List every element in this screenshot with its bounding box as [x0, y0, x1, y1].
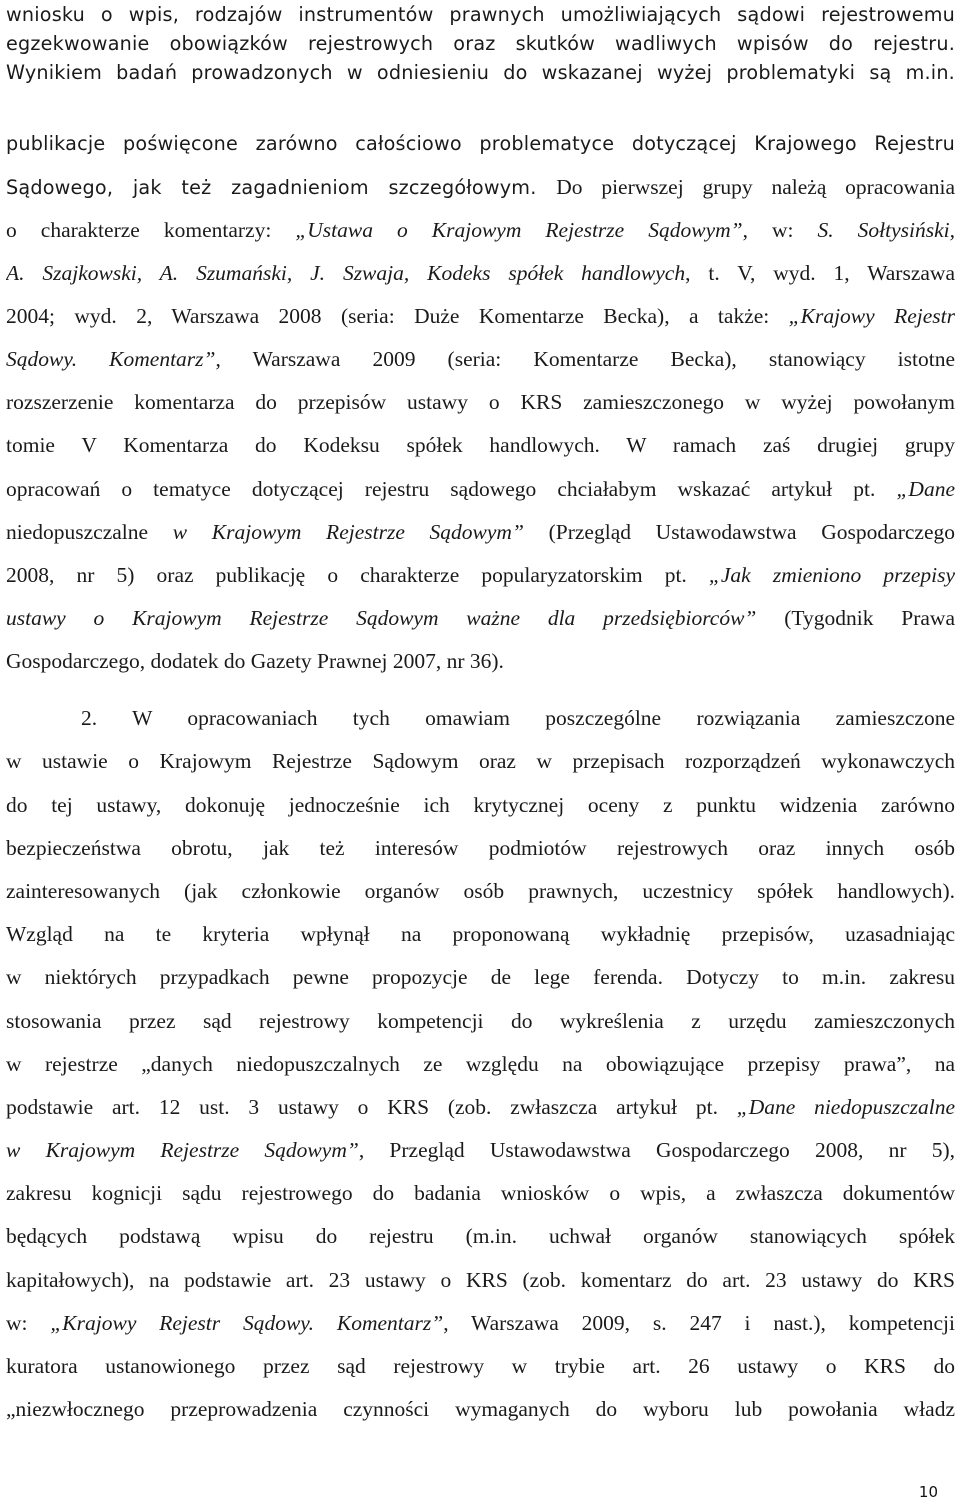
text-line: w Krajowym Rejestrze Sądowym”, Przegląd Ustawodawstwa Gospodarczego 2008, nr 5), — [6, 1138, 955, 1162]
text-line: będących podstawą wpisu do rejestru (m.in. uchwał organów stanowiących spółek — [6, 1224, 955, 1248]
text-line: w ustawie o Krajowym Rejestrze Sądowym oraz w przepisach rozporządzeń wykonawczych — [6, 749, 955, 773]
text-line: w rejestrze „danych niedopuszczalnych ze względu na obowiązujące przepisy prawa”, na — [6, 1052, 955, 1076]
text-line: publikacje poświęcone zarówno całościowo problematyce dotyczącej Krajowego Rejestru — [6, 132, 955, 155]
text-line: ustawy o Krajowym Rejestrze Sądowym ważne dla przedsiębiorców” (Tygodnik Prawa — [6, 606, 955, 630]
page-number: 10 — [918, 1483, 938, 1501]
text-line: w: „Krajowy Rejestr Sądowy. Komentarz”, Warszawa 2009, s. 247 i nast.), kompetencji — [6, 1311, 955, 1335]
text-line: kapitałowych), na podstawie art. 23 ustawy o KRS (zob. komentarz do art. 23 ustawy do KRS — [6, 1268, 955, 1292]
text-line: 2004; wyd. 2, Warszawa 2008 (seria: Duże Komentarze Becka), a także: „Krajowy Rejestr — [6, 304, 955, 328]
text-line: zakresu kognicji sądu rejestrowego do badania wniosków o wpis, a zwłaszcza dokumentów — [6, 1181, 955, 1205]
text-line: niedopuszczalne w Krajowym Rejestrze Sądowym” (Przegląd Ustawodawstwa Gospodarczego — [6, 520, 955, 544]
text-line: opracowań o tematyce dotyczącej rejestru sądowego chciałabym wskazać artykuł pt. „Dane — [6, 477, 955, 501]
text-line: A. Szajkowski, A. Szumański, J. Szwaja, Kodeks spółek handlowych, t. V, wyd. 1, Warszawa — [6, 261, 955, 285]
text-line: Sądowy. Komentarz”, Warszawa 2009 (seria: Komentarze Becka), stanowiący istotne — [6, 347, 955, 371]
text-line: „niezwłocznego przeprowadzenia czynności wymaganych do wyboru lub powołania władz — [6, 1397, 955, 1421]
text-line: egzekwowanie obowiązków rejestrowych oraz skutków wadliwych wpisów do rejestru. — [6, 32, 955, 55]
text-line: stosowania przez sąd rejestrowy kompetencji do wykreślenia z urzędu zamieszczonych — [6, 1009, 955, 1033]
text-line: w niektórych przypadkach pewne propozycje de lege ferenda. Dotyczy to m.in. zakresu — [6, 965, 955, 989]
text-line: tomie V Komentarza do Kodeksu spółek handlowych. W ramach zaś drugiej grupy — [6, 433, 955, 457]
text-line: podstawie art. 12 ust. 3 ustawy o KRS (zob. zwłaszcza artykuł pt. „Dane niedopuszczalne — [6, 1095, 955, 1119]
text-line: wniosku o wpis, rodzajów instrumentów prawnych umożliwiających sądowi rejestrowemu — [6, 3, 955, 26]
text-line: Wzgląd na te kryteria wpłynął na proponowaną wykładnię przepisów, uzasadniając — [6, 922, 955, 946]
text-line: bezpieczeństwa obrotu, jak też interesów podmiotów rejestrowych oraz innych osób — [6, 836, 955, 860]
paragraph-start-line: 2. W opracowaniach tych omawiam poszczególne rozwiązania zamieszczone — [81, 706, 955, 730]
text-line: o charakterze komentarzy: „Ustawa o Krajowym Rejestrze Sądowym”, w: S. Sołtysiński, — [6, 218, 955, 242]
text-line: 2008, nr 5) oraz publikację o charakterze popularyzatorskim pt. „Jak zmieniono przepisy — [6, 563, 955, 587]
text-line: do tej ustawy, dokonuję jednocześnie ich krytycznej oceny z punktu widzenia zarówno — [6, 793, 955, 817]
text-line: Gospodarczego, dodatek do Gazety Prawnej 2007, nr 36). — [6, 649, 504, 673]
text-line: kuratora ustanowionego przez sąd rejestrowy w trybie art. 26 ustawy o KRS do — [6, 1354, 955, 1378]
text-line: zainteresowanych (jak członkowie organów osób prawnych, uczestnicy spółek handlowych). — [6, 879, 955, 903]
text-line: Wynikiem badań prowadzonych w odniesieniu do wskazanej wyżej problematyki są m.in. — [6, 61, 955, 84]
text-line: Sądowego, jak też zagadnieniom szczegółowym. Do pierwszej grupy należą opracowania — [6, 175, 955, 199]
text-line: rozszerzenie komentarza do przepisów ustawy o KRS zamieszczonego w wyżej powołanym — [6, 390, 955, 414]
